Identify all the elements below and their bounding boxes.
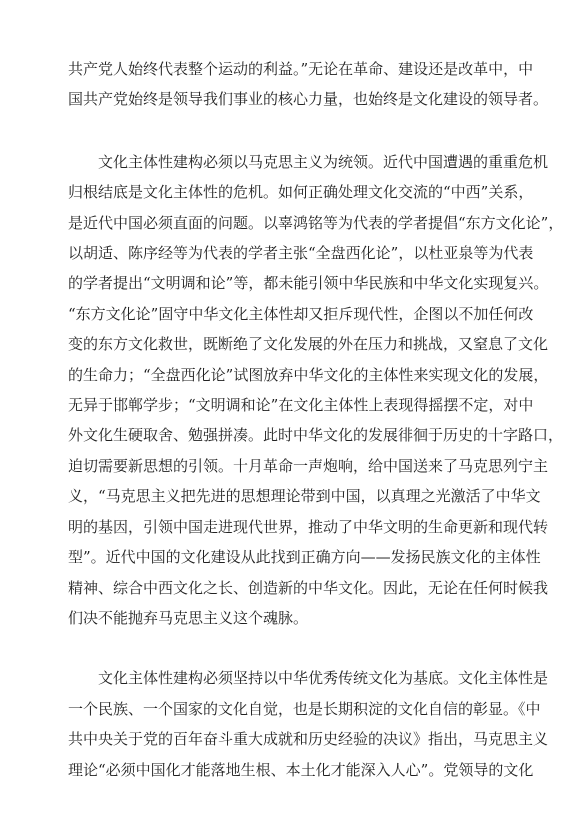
text-line: 的生命力；“全盘西化论”试图放弃中华文化的主体性来实现文化的发展，: [68, 365, 549, 384]
paragraph-3: [68, 663, 549, 785]
text-line: 迫切需要新思想的引领。十月革命一声炮响，给中国送来了马克思列宁主: [68, 456, 549, 475]
text-line: 外文化生硬取舍、勉强拼凑。此时中华文化的发展徘徊于历史的十字路口，: [68, 426, 564, 445]
text-line: 理论“必须中国化才能落地生根、本土化才能深入人心”。党领导的文化: [68, 760, 534, 779]
text-line: 义，“马克思主义把先进的思想理论带到中国，以真理之光激活了中华文: [68, 487, 541, 506]
text-line: 们决不能抛弃马克思主义这个魂脉。: [68, 608, 309, 627]
text-line: 文化主体性建构必须以马克思主义为统领。近代中国遭遇的重重危机: [98, 152, 549, 171]
text-line: 国共产党始终是领导我们事业的核心力量，也始终是文化建设的领导者。: [68, 90, 549, 109]
paragraph-1: [68, 54, 549, 115]
text-line: 是近代中国必须直面的问题。以辜鸿铭等为代表的学者提倡“东方文化论”，: [68, 213, 564, 232]
text-line: 无异于邯郸学步；“文明调和论”在文化主体性上表现得摇摆不定，对中: [68, 396, 534, 415]
text-line: 的学者提出“文明调和论”等，都未能引领中华民族和中华文化实现复兴。: [68, 274, 549, 293]
text-line: 文化主体性建构必须坚持以中华优秀传统文化为基底。文化主体性是: [98, 669, 549, 688]
text-line: 明的基因，引领中国走进现代世界，推动了中华文明的生命更新和现代转: [68, 517, 549, 536]
paragraph-2: [68, 147, 564, 634]
text-line: 以胡适、陈序经等为代表的学者主张“全盘西化论”，以杜亚泉等为代表: [68, 244, 534, 263]
text-line: 共产党人始终代表整个运动的利益。”无论在革命、建设还是改革中，中: [68, 60, 534, 78]
text-line: 型”。近代中国的文化建设从此找到正确方向——发扬民族文化的主体性: [68, 548, 541, 567]
text-line: 变的东方文化救世，既断绝了文化发展的外在压力和挑战，又窒息了文化: [68, 335, 549, 354]
text-line: 一个民族、一个国家的文化自觉，也是长期积淀的文化自信的彰显。《中: [68, 699, 541, 718]
text-line: 归根结底是文化主体性的危机。如何正确处理文化交流的“中西”关系，: [68, 183, 534, 202]
text-line: 精神、综合中西文化之长、创造新的中华文化。因此，无论在任何时候我: [68, 578, 549, 597]
text-line: “东方文化论”固守中华文化主体性却又拒斥现代性，企图以不加任何改: [68, 304, 534, 323]
text-line: 共中央关于党的百年奋斗重大成就和历史经验的决议》指出，马克思主义: [68, 730, 549, 749]
